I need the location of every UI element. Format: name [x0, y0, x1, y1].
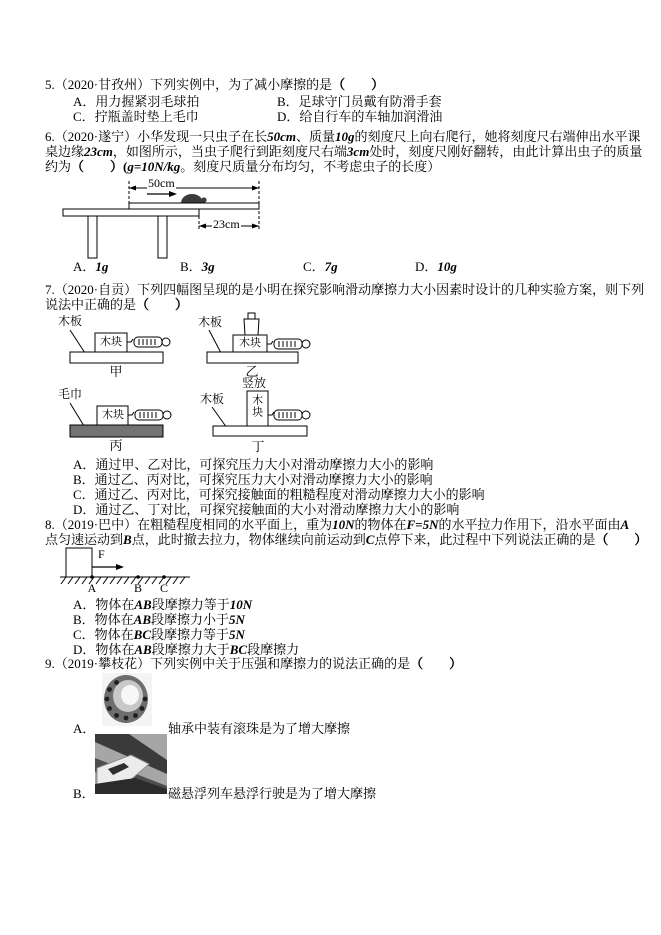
question-5-option-a: A．用力握紧羽毛球拍	[73, 94, 200, 109]
question-5-option-d: D．给自行车的车轴加润滑油	[277, 109, 443, 124]
question-8-option-c: C．物体在BC段摩擦力等于5N	[73, 627, 245, 642]
panel-caption: 丙	[109, 438, 123, 453]
towel-surface	[70, 425, 163, 437]
question-9-option-a-text: 轴承中装有滚珠是为了增大摩擦	[168, 721, 351, 736]
question-5-option-b: B．足球守门员戴有防滑手套	[277, 94, 442, 109]
overhang-length-label: 23cm	[213, 217, 240, 231]
ground	[60, 577, 190, 584]
block-label: 木块	[100, 336, 122, 348]
ball-bearing-photo-svg	[102, 673, 152, 726]
block-label: 木块	[102, 409, 124, 421]
point-a-dot	[90, 575, 94, 579]
question-8-stem-line-2: 点匀速运动到B点，此时撤去拉力，物体继续向前运动到C点停下来，此过程中下列说法正确的是（ ）	[45, 532, 648, 547]
question-7-stem-line-1: 7.（2020·自贡）下列四幅图呈现的是小明在探究影响滑动摩擦力大小因素时设计的几种实验方案，则下列	[45, 282, 645, 297]
scale-ring-icon	[302, 411, 310, 419]
experiment-panel-jia	[58, 312, 198, 382]
question-5-stem: 5.（2020·甘孜州）下列实例中，为了减小摩擦的是（ ）	[45, 77, 385, 92]
surface-label: 木板	[58, 314, 83, 328]
crawl-direction-arrow	[147, 191, 177, 197]
question-6-stem-line-2: 桌边缘23cm，如图所示，当虫子爬行到距刻度尺右端3cm处时，刻度尺刚好翻转，由此计算出虫子的质量	[45, 144, 643, 159]
scale-ring-icon	[163, 411, 171, 419]
surface-label: 木板	[200, 392, 225, 406]
panel-caption: 乙	[245, 364, 259, 379]
scale-ring-icon	[162, 338, 170, 346]
spring-scale	[268, 410, 310, 420]
point-c-dot	[162, 575, 166, 579]
question-7-option-c: C．通过乙、丙对比，可探究接触面的粗糙程度对滑动摩擦力大小的影响	[73, 487, 485, 502]
scale-ring-icon	[302, 340, 310, 348]
question-8-option-d: D．物体在AB段摩擦力大于BC段摩擦力	[73, 642, 300, 657]
question-7-option-a: A．通过甲、乙对比，可探究压力大小对滑动摩擦力大小的影响	[73, 457, 434, 472]
object-box	[66, 548, 92, 577]
point-label-c: C	[159, 581, 168, 595]
table-top	[63, 209, 199, 216]
board-leader-line	[70, 330, 85, 353]
force-label: F	[98, 547, 105, 561]
surface-label: 木板	[198, 315, 223, 329]
weight-icon	[244, 313, 259, 335]
force-arrow	[92, 564, 124, 570]
table-leg-left	[88, 216, 97, 258]
board-leader-line	[212, 407, 227, 428]
experiment-panel-bing	[58, 382, 198, 458]
question-7-option-d: D．通过乙、丁对比，可探究接触面的大小对滑动摩擦力大小的影响	[73, 502, 460, 517]
question-9-option-b-text: 磁悬浮列车悬浮行驶是为了增大摩擦	[168, 786, 377, 801]
spring-scale	[267, 339, 310, 349]
block-label: 木块	[239, 337, 261, 349]
question-6-stem-line-1: 6.（2020·遂宁）小华发现一只虫子在长50cm、质量10g的刻度尺上向右爬行，她将刻度尺右端伸出水平课	[45, 129, 641, 144]
ruler	[129, 203, 259, 209]
experiment-panel-ding	[200, 376, 345, 458]
bug-icon	[181, 194, 207, 203]
ball-bearing-photo	[102, 673, 152, 726]
ruler-table-diagram	[55, 176, 375, 262]
point-label-b: B	[133, 581, 142, 595]
question-7-stem-line-2: 说法中正确的是（ ）	[45, 297, 189, 312]
question-5-option-c: C．拧瓶盖时垫上毛巾	[73, 109, 199, 124]
question-7-option-b: B．通过乙、丙对比，可探究压力大小对滑动摩擦力大小的影响	[73, 472, 433, 487]
board-leader-line	[209, 330, 221, 353]
question-9-option-a-label: A．	[73, 721, 96, 736]
vertical-placement-label: 竖放	[242, 376, 267, 390]
wood-board	[213, 426, 307, 436]
wood-board	[70, 352, 163, 363]
panel-caption: 丁	[251, 439, 265, 454]
panel-caption: 甲	[109, 364, 123, 379]
question-9-option-b-label: B．	[73, 786, 95, 801]
spring-scale	[128, 410, 171, 420]
friction-abc-diagram	[58, 544, 258, 600]
point-label-a: A	[87, 581, 97, 595]
question-6-option-b: B．3g	[180, 259, 215, 274]
question-6-stem-line-3: 约为（ ）(g=10N/kg。刻度尺质量分布均匀，不考虑虫子的长度）	[45, 159, 441, 174]
maglev-train-photo-svg	[95, 734, 167, 794]
question-6-option-d: D．10g	[415, 259, 457, 274]
towel-leader-line	[70, 403, 84, 426]
question-6-option-c: C．7g	[303, 259, 338, 274]
spring-scale	[127, 337, 170, 347]
question-8-option-b: B．物体在AB段摩擦力小于5N	[73, 612, 245, 627]
table-leg-right	[158, 216, 167, 258]
ruler-length-label: 50cm	[148, 176, 175, 190]
experiment-panel-yi	[196, 306, 341, 382]
wood-board	[207, 352, 298, 363]
question-6-option-a: A．1g	[73, 259, 109, 274]
maglev-train-photo	[95, 734, 167, 794]
surface-label: 毛巾	[58, 387, 83, 401]
point-b-dot	[136, 575, 140, 579]
question-8-stem-line-1: 8.（2019·巴中）在粗糙程度相同的水平面上，重为10N的物体在F=5N的水平拉力作用下，沿水平面由A	[45, 517, 630, 532]
question-8-option-a: A．物体在AB段摩擦力等于10N	[73, 597, 253, 612]
question-9-stem: 9.（2019·攀枝花）下列实例中关于压强和摩擦力的说法正确的是（ ）	[45, 656, 463, 671]
block-label: 木块	[250, 394, 263, 418]
experiment-panel-ding-svg	[200, 376, 345, 458]
